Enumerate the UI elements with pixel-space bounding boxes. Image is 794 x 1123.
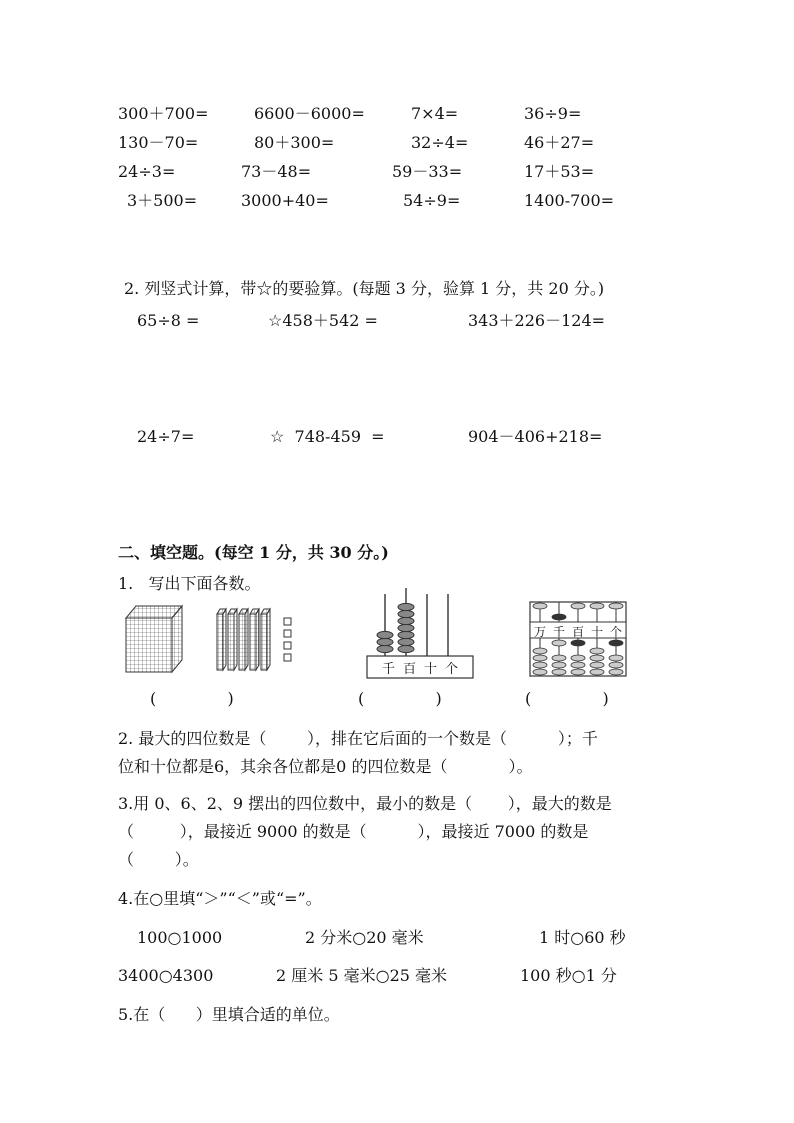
q1-label: 1. 写出下面各数。 [118,574,261,593]
fill-question-2: 2. 最大的四位数是（ ），排在它后面的一个数是（ ）；千 [118,729,598,748]
ten-rods-icon [217,609,270,670]
answer-blank[interactable]: ( ) [525,689,609,708]
fill-question-3: （ ）。 [118,850,199,869]
abacus-place-label: 千 [553,625,566,639]
thousand-cube-icon [126,606,182,672]
compare-item: 3400○4300 [118,966,214,985]
fill-question-3: （ ），最接近 9000 的数是（ ），最接近 7000 的数是 [118,822,589,841]
oral-calc-item: 3＋500= [127,191,198,210]
compare-item: 100○1000 [137,928,223,947]
oral-calc-item: 1400-700= [524,191,615,210]
compare-item: 1 时○60 秒 [539,928,626,947]
oral-calc-item: 6600－6000= [254,104,365,123]
fill-question-2: 位和十位都是6，其余各位都是0 的四位数是（ ）。 [118,757,533,776]
oral-calc-item: 3000+40= [241,191,329,210]
answer-blank[interactable]: ( ) [150,689,234,708]
answer-blank[interactable]: ( ) [358,689,442,708]
abacus-place-label: 万 [534,625,547,639]
unit-cubes-icon [284,618,291,661]
fill-question-4: 4.在○里填“＞”“＜”或“=”。 [118,889,322,908]
oral-calc-item: 130－70= [118,133,199,152]
counter-place-label: 个 [445,662,459,677]
counter-place-label: 百 [403,662,417,677]
compare-item: 100 秒○1 分 [520,966,617,985]
compare-item: 2 厘米 5 毫米○25 毫米 [276,966,448,985]
vertical-calc-item: 24÷7= [137,427,195,446]
vertical-calc-item: ☆458＋542 = [268,311,378,330]
section-title: 二、填空题。(每空 1 分，共 30 分。) [118,543,389,562]
oral-calc-item: 17＋53= [524,162,595,181]
oral-calc-item: 300＋700= [118,104,209,123]
fill-question-3: 3.用 0、6、2、9 摆出的四位数中，最小的数是（ ），最大的数是 [118,794,612,813]
abacus-place-label: 十 [591,625,604,639]
counter-beads-icon [377,603,414,652]
oral-calc-item: 36÷9= [524,104,582,123]
oral-calc-item: 7×4= [411,104,459,123]
vertical-calc-item: 343＋226－124= [468,311,606,330]
oral-calc-item: 54÷9= [403,191,461,210]
oral-calc-item: 73－48= [241,162,312,181]
base-ten-blocks-figure [118,600,298,676]
fill-question-5: 5.在（ ）里填合适的单位。 [118,1005,340,1024]
vertical-calc-item: ☆ 748-459 = [270,427,385,446]
abacus-place-label: 个 [610,625,623,639]
oral-calc-item: 46＋27= [524,133,595,152]
oral-calc-item: 32÷4= [411,133,469,152]
counter-place-label: 十 [424,662,438,677]
compare-item: 2 分米○20 毫米 [305,928,424,947]
abacus-place-label: 百 [572,625,585,639]
q2-heading: 2. 列竖式计算，带☆的要验算。(每题 3 分，验算 1 分，共 20 分。) [124,279,605,298]
vertical-calc-item: 904－406+218= [468,427,603,446]
counter-place-label: 千 [382,662,400,677]
oral-calc-item: 24÷3= [118,162,176,181]
oral-calc-item: 80＋300= [254,133,335,152]
oral-calc-item: 59－33= [392,162,463,181]
vertical-calc-item: 65÷8 = [137,311,200,330]
